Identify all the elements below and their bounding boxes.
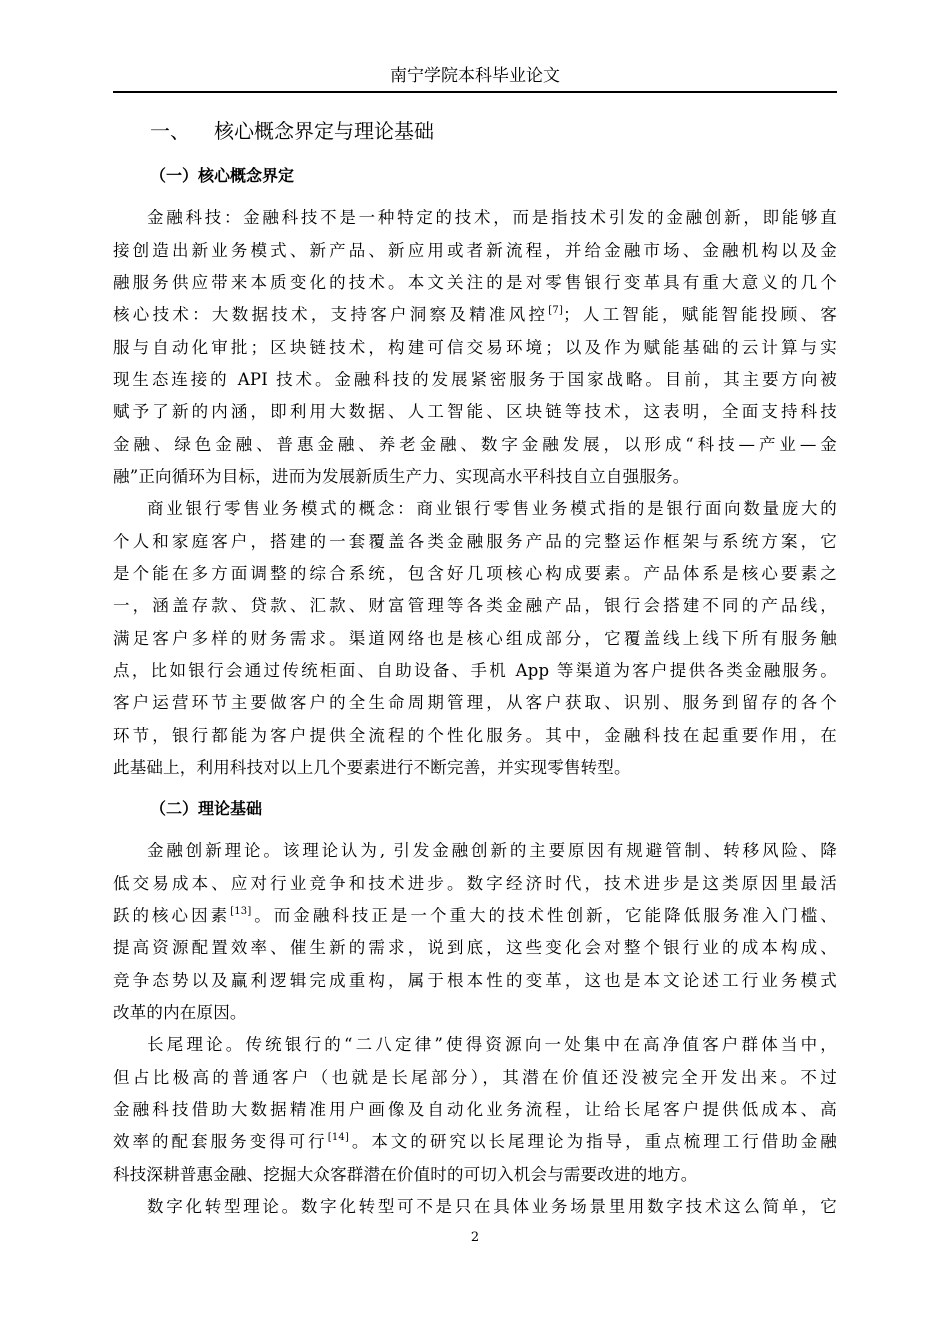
paragraph-line: 改革的内在原因。 [113,1003,247,1022]
paragraph-line: 跃的核心因素[13]。而金融科技正是一个重大的技术性创新，它能降低服务准入门槛、 [113,906,838,925]
citation-14: [14] [327,1132,350,1143]
paragraph-line: 核心技术：大数据技术，支持客户洞察及精准风控[7]；人工智能，赋能智能投顾、客 [113,305,837,324]
paragraph-line: 科技深耕普惠金融、挖掘大众客群潜在价值时的可切入机会与需要改进的地方。 [113,1165,698,1184]
paragraph-line: 一，涵盖存款、贷款、汇款、财富管理等各类金融产品，银行会搭建不同的产品线， [113,596,837,615]
header-rule [113,91,837,93]
paragraph-line: 数字化转型理论。数字化转型可不是只在具体业务场景里用数字技术这么简单，它 [147,1197,837,1216]
paragraph-line: 个人和家庭客户，搭建的一套覆盖各类金融服务产品的完整运作框架与系统方案，它 [113,532,837,551]
paragraph-line: 现生态连接的 API 技术。金融科技的发展紧密服务于国家战略。目前，其主要方向被 [113,370,837,389]
paragraph-line: 效率的配套服务变得可行[14]。本文的研究以长尾理论为指导，重点梳理工行借助金融 [113,1132,838,1151]
paragraph-line: 客户运营环节主要做客户的全生命周期管理，从客户获取、识别、服务到留存的各个 [113,693,837,712]
paragraph-line: 环节，银行都能为客户提供全流程的个性化服务。其中，金融科技在起重要作用，在 [113,726,837,745]
citation-13: [13] [230,906,252,917]
subsection-heading-theory: （二）理论基础 [150,799,263,818]
paragraph-line: 点，比如银行会通过传统柜面、自助设备、手机 App 等渠道为客户提供各类金融服务。 [113,661,837,680]
paragraph-line: 金融创新理论。该理论认为, 引发金融创新的主要原因有规避管制、转移风险、降 [147,841,837,860]
page-number: 2 [470,1230,480,1245]
subsection-heading-concepts: （一）核心概念界定 [150,166,295,185]
section-title: 核心概念界定与理论基础 [214,119,434,143]
section-heading [150,115,434,147]
running-header: 南宁学院本科毕业论文 [390,66,560,86]
section-number: 一、 [150,119,190,143]
paragraph-line: 但占比极高的普通客户（也就是长尾部分），其潜在价值还没被完全开发出来。不过 [113,1068,837,1087]
paragraph-line: 服与自动化审批；区块链技术，构建可信交易环境；以及作为赋能基础的云计算与实 [113,338,837,357]
paragraph-line: 赋予了新的内涵，即利用大数据、人工智能、区块链等技术，这表明，全面支持科技 [113,402,837,421]
paragraph-line: 低交易成本、应对行业竞争和技术进步。数字经济时代，技术进步是这类原因里最活 [113,874,837,893]
paragraph-line: 金融科技：金融科技不是一种特定的技术，而是指技术引发的金融创新，即能够直 [147,208,837,227]
paragraph-line: 金融科技借助大数据精准用户画像及自动化业务流程，让给长尾客户提供低成本、高 [113,1100,837,1119]
paragraph-line: 金融、绿色金融、普惠金融、养老金融、数字金融发展，以形成“科技—产业—金 [113,435,837,454]
paragraph-line: 融”正向循环为目标，进而为发展新质生产力、实现高水平科技自立自强服务。 [113,467,690,486]
paragraph-line: 是个能在多方面调整的综合系统，包含好几项核心构成要素。产品体系是核心要素之 [113,564,837,583]
paragraph-line: 融服务供应带来本质变化的技术。本文关注的是对零售银行变革具有重大意义的几个 [113,273,837,292]
paragraph-line: 接创造出新业务模式、新产品、新应用或者新流程，并给金融市场、金融机构以及金 [113,241,837,260]
citation-7: [7] [548,305,564,316]
paragraph-line: 满足客户多样的财务需求。渠道网络也是核心组成部分，它覆盖线上线下所有服务触 [113,629,837,648]
paragraph-line: 竞争态势以及赢利逻辑完成重构，属于根本性的变革，这也是本文论述工行业务模式 [113,971,837,990]
paragraph-line: 此基础上，利用科技对以上几个要素进行不断完善，并实现零售转型。 [113,758,631,777]
paragraph-line: 商业银行零售业务模式的概念：商业银行零售业务模式指的是银行面向数量庞大的 [147,499,837,518]
paragraph-line: 提高资源配置效率、催生新的需求，说到底，这些变化会对整个银行业的成本构成、 [113,938,837,957]
paragraph-line: 长尾理论。传统银行的“二八定律”使得资源向一处集中在高净值客户群体当中， [147,1035,837,1054]
